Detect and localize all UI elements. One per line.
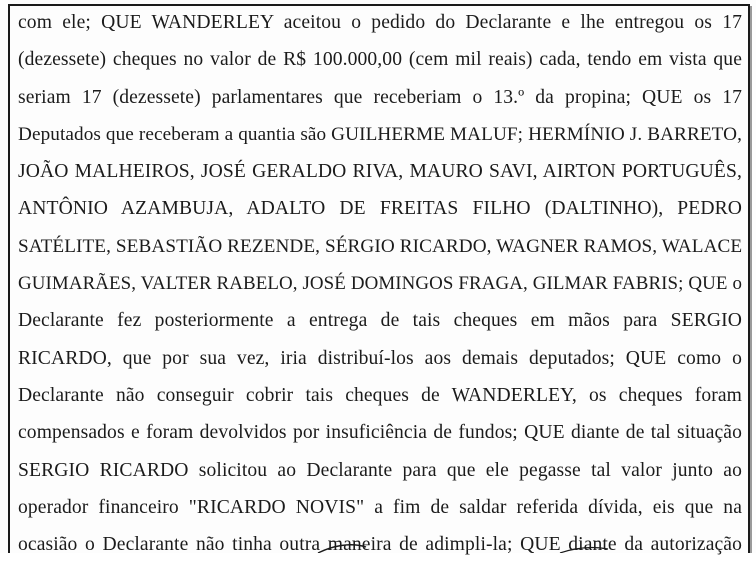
document-line-15: ocasião o Declarante não tinha outra maneira de adimpli-la; QUE diante da autorização: [18, 534, 742, 556]
document-body: [18, 4, 742, 563]
document-line-14: operador financeiro "RICARDO NOVIS" a fim de saldar referida dívida, eis que na: [18, 496, 742, 518]
document-line-11: Declarante não conseguir cobrir tais cheques de WANDERLEY, os cheques foram: [18, 384, 742, 406]
page-border-shadow: [750, 6, 752, 553]
document-line-7: SATÉLITE, SEBASTIÃO REZENDE, SÉRGIO RICARDO, WAGNER RAMOS, WALACE: [18, 235, 743, 257]
document-line-8: GUIMARÃES, VALTER RABELO, JOSÉ DOMINGOS FRAGA, GILMAR FABRIS; QUE o: [18, 273, 742, 295]
document-line-3: seriam 17 (dezessete) parlamentares que receberiam o 13.º da propina; QUE os 17: [18, 86, 742, 108]
document-line-10: RICARDO, que por sua vez, iria distribuí-los aos demais deputados; QUE como o: [18, 347, 742, 369]
document-line-5: JOÃO MALHEIROS, JOSÉ GERALDO RIVA, MAURO SAVI, AIRTON PORTUGUÊS,: [18, 161, 742, 183]
document-line-2: (dezessete) cheques no valor de R$ 100.000,00 (cem mil reais) cada, tendo em vista que: [18, 49, 742, 71]
document-line-1: com ele; QUE WANDERLEY aceitou o pedido do Declarante e lhe entregou os 17: [18, 12, 742, 33]
document-line-9: Declarante fez posteriormente a entrega de tais cheques em mãos para SERGIO: [18, 310, 742, 332]
document-line-13: SERGIO RICARDO solicitou ao Declarante para que ele pegasse tal valor junto ao: [18, 459, 742, 481]
document-line-4: Deputados que receberam a quantia são GUILHERME MALUF; HERMÍNIO J. BARRETO,: [18, 123, 742, 145]
document-line-12: compensados e foram devolvidos por insuficiência de fundos; QUE diante de tal situação: [18, 422, 742, 444]
page-border-left: [8, 4, 10, 553]
document-line-6: ANTÔNIO AZAMBUJA, ADALTO DE FREITAS FILHO (DALTINHO), PEDRO: [18, 198, 742, 220]
